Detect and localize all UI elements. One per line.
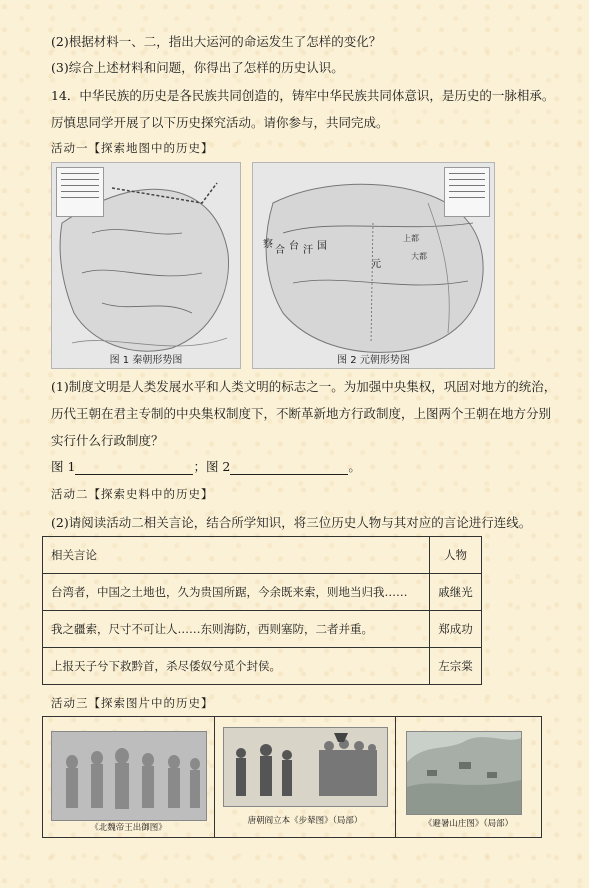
image-cell-1 (43, 717, 215, 838)
landscape-scene (407, 732, 521, 814)
activity-3-title: 活动三【探索图片中的历史】 (51, 696, 214, 710)
quote-cell: 我之疆索，尺寸不可让人……东则海防，西则塞防，二者并重。 (43, 611, 430, 648)
qin-map-caption: 图 1 秦朝形势图 (109, 355, 183, 366)
image-caption-2: 唐朝阎立本《步辇图》（局部） (247, 816, 363, 826)
figure-1-answer-blank[interactable] (75, 460, 193, 475)
quotes-table (42, 536, 482, 685)
person-cell: 左宗棠 (430, 648, 482, 685)
question-3-text: (3)综合上述材料和问题，你得出了怎样的历史认识。 (51, 60, 344, 75)
question-2-text: (2)根据材料一、二，指出大运河的命运发生了怎样的变化？ (51, 34, 382, 49)
image-caption-1: 《北魏帝王出御图》 (90, 823, 167, 833)
qin-map-legend (56, 167, 104, 217)
answer-line (51, 457, 361, 475)
yuan-map-label-6: 元 (371, 259, 381, 270)
quote-cell: 上报天子兮下救黔首，杀尽倭奴兮觅个封侯。 (43, 648, 430, 685)
question-14-instructions: 厉慎思同学开展了以下历史探究活动。请你参与，共同完成。 (51, 115, 389, 130)
quote-cell: 台湾者，中国之土地也，久为贵国所踞，今余既来索，则地当归我…… (43, 574, 430, 611)
image-cell-2 (215, 717, 396, 838)
header-person: 人物 (430, 537, 482, 574)
table-row (43, 611, 482, 648)
activity-2-title: 活动二【探索史料中的历史】 (51, 487, 214, 501)
map-figures (51, 162, 493, 369)
figure-1-label: 图 1 (51, 459, 76, 474)
yuan-map-label-3: 台 (289, 241, 299, 252)
yuan-map-label-7: 上都 (403, 234, 419, 243)
bunian-painting (223, 727, 388, 807)
person-cell: 郑成功 (430, 611, 482, 648)
yuan-map-label-2: 合 (275, 245, 285, 256)
yuan-map-label-1: 察 (263, 239, 273, 250)
image-cell-3 (396, 717, 542, 838)
yuan-map-label-4: 汗 (303, 245, 313, 256)
image-table (42, 716, 542, 838)
question-1-line-3: 实行什么行政制度？ (51, 433, 164, 448)
answer-end: 。 (348, 459, 361, 474)
summer-resort-painting (406, 731, 522, 815)
yuan-map-label-5: 国 (317, 241, 327, 252)
qin-dynasty-map (51, 162, 241, 369)
activity-1-title: 活动一【探索地图中的历史】 (51, 141, 214, 155)
activity-2-question: (2)请阅读活动二相关言论，结合所学知识，将三位历史人物与其对应的言论进行连线。 (51, 515, 532, 530)
yuan-map-caption: 图 2 元朝形势图 (337, 355, 410, 366)
yuan-map-legend (444, 167, 490, 217)
answer-separator: ； (193, 459, 206, 474)
header-quote: 相关言论 (43, 537, 430, 574)
procession-figures (52, 732, 206, 820)
question-14-intro: 14．中华民族的历史是各民族共同创造的，铸牢中华民族共同体意识，是历史的一脉相承。 (51, 88, 555, 103)
figure-2-label: 图 2 (205, 459, 231, 474)
image-caption-3: 《避暑山庄图》（局部） (423, 819, 514, 829)
table-header-row (43, 537, 482, 574)
yuan-dynasty-map (252, 162, 495, 369)
person-cell: 戚继光 (430, 574, 482, 611)
court-figures (224, 728, 387, 806)
table-row (43, 648, 482, 685)
figure-2-answer-blank[interactable] (230, 460, 348, 475)
northern-wei-painting (51, 731, 207, 821)
question-1-line-2: 历代王朝在君主专制的中央集权制度下，不断革新地方行政制度，上图两个王朝在地方分别 (51, 406, 552, 421)
question-1-line-1: (1)制度文明是人类发展水平和人类文明的标志之一。为加强中央集权，巩固对地方的统治， (51, 379, 557, 394)
table-row (43, 574, 482, 611)
yuan-map-label-8: 大都 (411, 252, 427, 261)
